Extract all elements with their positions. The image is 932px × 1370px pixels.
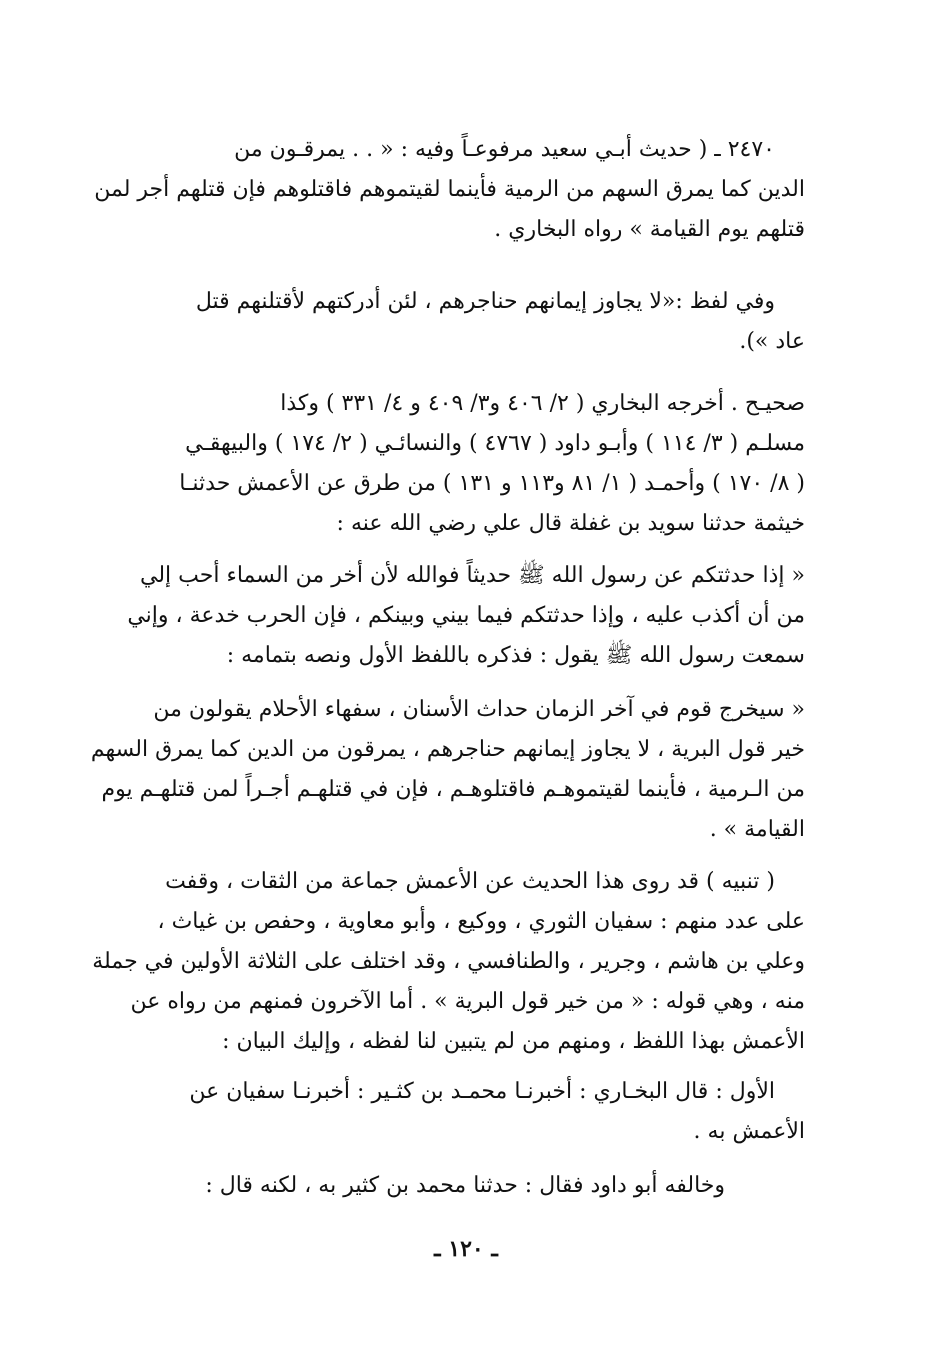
text-line: على عدد منهم : سفيان الثوري ، ووكيع ، وأبو معاوية ، وحفص بن غياث ، — [157, 909, 805, 934]
quote-paragraph — [90, 690, 805, 850]
text-line: من أن أكذب عليه ، وإذا حدثتكم فيما بيني وبينكم ، فإن الحرب خدعة ، وإني — [127, 603, 805, 628]
text-line: ( تنبيه ) قد روى هذا الحديث عن الأعمش جماعة من الثقات ، وقفت — [165, 869, 775, 894]
text-line: عاد »). — [739, 329, 805, 354]
text-line: « إذا حدثتكم عن رسول الله ﷺ حديثاً فوالله لأن أخر من السماء أحب إلي — [140, 563, 805, 588]
text-line: وفي لفظ :«لا يجاوز إيمانهم حناجرهم ، لئن أدركتهم لأقتلنهم قتل — [195, 289, 775, 314]
variant-paragraph — [100, 282, 805, 362]
text-line: « سيخرج قوم في آخر الزمان حداث الأسنان ، سفهاء الأحلام يقولون من — [153, 697, 805, 722]
takhrij-paragraph — [100, 384, 805, 544]
text-line: الدين كما يمرق السهم من الرمية فأينما لقيتموهم فاقتلوهم فإن قتلهم أجر لمن — [94, 177, 805, 202]
text-line: الأعمش بهذا اللفظ ، ومنهم من لم يتبين لنا لفظه ، وإليك البيان : — [222, 1029, 805, 1054]
first-narration-paragraph — [100, 1072, 805, 1152]
text-line: خيثمة حدثنا سويد بن غفلة قال علي رضي الله عنه : — [336, 511, 805, 536]
text-line: منه ، وهي قوله : « من خير قول البرية » . أما الآخرون فمنهم من رواه عن — [130, 989, 805, 1014]
page-number: ـ ١٢٠ ـ — [434, 1236, 498, 1262]
text-line: وخالفه أبو داود فقال : حدثنا محمد بن كثير به ، لكنه قال : — [205, 1173, 725, 1198]
quote-paragraph — [100, 556, 805, 676]
khalafahu-paragraph — [100, 1166, 805, 1206]
text-line: من الـرمية ، فأينما لقيتموهـم فاقتلوهـم ، فإن في قتلهـم أجـراً لمن قتلهـم يوم — [101, 777, 805, 802]
text-line: خير قول البرية ، لا يجاوز إيمانهم حناجرهم ، يمرقون من الدين كما يمرق السهم — [90, 737, 805, 762]
tanbih-paragraph — [92, 862, 805, 1062]
text-line: القيامة » . — [709, 817, 805, 842]
text-line: الأعمش به . — [693, 1119, 805, 1144]
text-line: ٢٤٧٠ ـ ( حديث أبـي سعيد مرفوعـاً وفيه : « . . يمرقـون من — [234, 137, 775, 162]
text-line: مسلـم ( ٣/ ١١٤ ) وأبـو داود ( ٤٧٦٧ ) والنسائـي ( ٢/ ١٧٤ ) والبيهقـي — [185, 431, 805, 456]
text-line: ( ٨/ ١٧٠ ) وأحمـد ( ١/ ٨١ و١١٣ و ١٣١ ) من طرق عن الأعمش حدثنـا — [179, 471, 805, 496]
text-line: صحيـح . أخرجه البخاري ( ٢/ ٤٠٦ و٣/ ٤٠٩ و ٤/ ٣٣١ ) وكذا — [280, 391, 805, 416]
text-line: وعلي بن هاشم ، وجرير ، والطنافسي ، وقد اختلف على الثلاثة الأولين في جملة — [92, 949, 805, 974]
text-line: قتلهم يوم القيامة » رواه البخاري . — [494, 217, 805, 242]
hadith-paragraph — [94, 130, 805, 250]
text-line: سمعت رسول الله ﷺ يقول : فذكره باللفظ الأول ونصه بتمامه : — [226, 643, 805, 668]
text-line: الأول : قال البخـاري : أخبرنـا محمـد بن كثـير : أخبرنـا سفيان عن — [189, 1079, 775, 1104]
